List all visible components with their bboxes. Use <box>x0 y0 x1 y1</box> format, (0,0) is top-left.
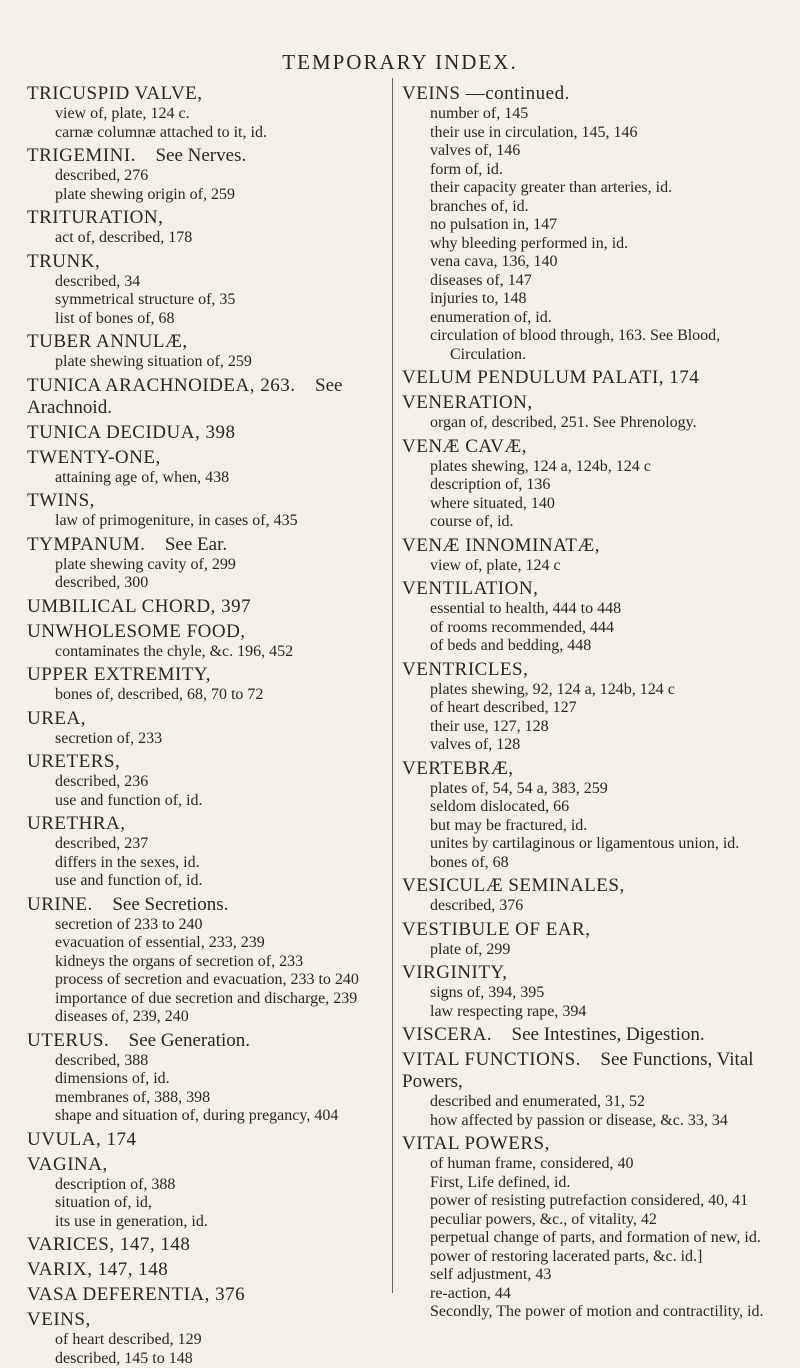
index-subentry: its use in generation, id. <box>27 1213 407 1232</box>
headword-text: VESICULÆ SEMINALES, <box>402 875 625 896</box>
page-header: TEMPORARY INDEX. <box>0 50 800 75</box>
index-entry <box>27 1284 407 1306</box>
index-entry <box>402 535 780 576</box>
index-subentry: process of secretion and evacuation, 233 to 240 <box>27 971 407 990</box>
headword-text: VISCERA. <box>402 1024 492 1045</box>
headword-text: UTERUS. <box>27 1030 109 1051</box>
index-subentry: shape and situation of, during pregancy, 404 <box>27 1107 407 1126</box>
index-subentry: their use in circulation, 145, 146 <box>402 124 780 143</box>
index-headword <box>402 392 780 414</box>
index-subentry: but may be fractured, id. <box>402 817 780 836</box>
index-headword <box>402 83 780 105</box>
index-subentry: seldom dislocated, 66 <box>402 798 780 817</box>
index-subentry: where situated, 140 <box>402 495 780 514</box>
index-subentry: circulation of blood through, 163. See Blood, Circulation. <box>402 327 780 364</box>
index-headword <box>402 758 780 780</box>
index-subentry: of heart described, 127 <box>402 699 780 718</box>
index-subentry: no pulsation in, 147 <box>402 216 780 235</box>
index-subentry: law of primogeniture, in cases of, 435 <box>27 512 407 531</box>
index-subentry: Secondly, The power of motion and contractility, id. <box>402 1303 780 1322</box>
index-headword <box>402 436 780 458</box>
index-entry <box>27 1154 407 1232</box>
headword-text: TUNICA DECIDUA, 398 <box>27 422 235 443</box>
index-entry <box>27 813 407 891</box>
index-headword <box>27 534 407 556</box>
cross-reference: See Functions, Vital Powers, <box>402 1049 754 1092</box>
index-subentry: described, 388 <box>27 1052 407 1071</box>
cross-reference: See Secretions. <box>112 894 228 915</box>
index-headword <box>27 621 407 643</box>
headword-text: VIRGINITY, <box>402 962 507 983</box>
headword-text: VEINS, <box>27 1309 91 1330</box>
index-subentry: course of, id. <box>402 513 780 532</box>
index-subentry: law respecting rape, 394 <box>402 1003 780 1022</box>
index-subentry: injuries to, 148 <box>402 290 780 309</box>
index-entry <box>27 596 407 618</box>
headword-text: VENÆ CAVÆ, <box>402 436 527 457</box>
index-subentry: diseases of, 239, 240 <box>27 1008 407 1027</box>
index-subentry: kidneys the organs of secretion of, 233 <box>27 953 407 972</box>
index-subentry: of rooms recommended, 444 <box>402 619 780 638</box>
index-headword <box>402 962 780 984</box>
index-subentry: carnæ columnæ attached to it, id. <box>27 124 407 143</box>
index-subentry: of human frame, considered, 40 <box>402 1155 780 1174</box>
index-entry <box>402 367 780 389</box>
index-subentry: act of, described, 178 <box>27 229 407 248</box>
index-headword <box>27 490 407 512</box>
index-headword <box>402 659 780 681</box>
index-subentry: list of bones of, 68 <box>27 310 407 329</box>
index-subentry: described, 276 <box>27 167 407 186</box>
index-entry <box>402 1024 780 1046</box>
index-subentry: re-action, 44 <box>402 1285 780 1304</box>
index-subentry: their use, 127, 128 <box>402 718 780 737</box>
index-subentry: view of, plate, 124 c. <box>27 105 407 124</box>
headword-text: TUBER ANNULÆ, <box>27 331 188 352</box>
index-entry <box>27 751 407 810</box>
index-subentry: of heart described, 129 <box>27 1331 407 1350</box>
index-subentry: attaining age of, when, 438 <box>27 469 407 488</box>
index-subentry: self adjustment, 43 <box>402 1266 780 1285</box>
index-subentry: description of, 388 <box>27 1176 407 1195</box>
index-entry <box>402 1133 780 1322</box>
index-headword <box>402 1049 780 1093</box>
index-subentry: peculiar powers, &c., of vitality, 42 <box>402 1211 780 1230</box>
headword-text: TRITURATION, <box>27 207 163 228</box>
index-subentry: vena cava, 136, 140 <box>402 253 780 272</box>
index-subentry: described and enumerated, 31, 52 <box>402 1093 780 1112</box>
index-headword <box>27 751 407 773</box>
index-entry <box>402 758 780 873</box>
index-subentry: view of, plate, 124 c <box>402 557 780 576</box>
headword-text: VESTIBULE OF EAR, <box>402 919 590 940</box>
index-subentry: diseases of, 147 <box>402 272 780 291</box>
index-subentry: bones of, 68 <box>402 854 780 873</box>
index-headword <box>27 596 407 618</box>
index-entry <box>402 436 780 532</box>
index-subentry: plates of, 54, 54 a, 383, 259 <box>402 780 780 799</box>
index-subentry: bones of, described, 68, 70 to 72 <box>27 686 407 705</box>
index-subentry: plate shewing situation of, 259 <box>27 353 407 372</box>
index-headword <box>27 1284 407 1306</box>
index-column-right <box>402 80 780 1322</box>
headword-text: VEINS —continued. <box>402 83 570 104</box>
index-headword <box>402 1133 780 1155</box>
headword-text: TRIGEMINI. <box>27 145 136 166</box>
index-subentry: secretion of, 233 <box>27 730 407 749</box>
index-entry <box>402 919 780 960</box>
index-headword <box>402 578 780 600</box>
index-subentry: description of, 136 <box>402 476 780 495</box>
headword-text: VITAL FUNCTIONS. <box>402 1049 581 1070</box>
headword-text: URINE. <box>27 894 93 915</box>
headword-text: VENERATION, <box>402 392 533 413</box>
index-entry <box>402 83 780 364</box>
index-headword <box>402 535 780 557</box>
index-column-left <box>27 80 407 1368</box>
index-headword <box>402 1024 780 1046</box>
index-subentry: dimensions of, id. <box>27 1070 407 1089</box>
index-entry <box>27 331 407 372</box>
index-entry <box>27 251 407 329</box>
headword-text: VARICES, 147, 148 <box>27 1234 190 1255</box>
index-subentry: plate shewing cavity of, 299 <box>27 556 407 575</box>
index-entry <box>402 875 780 916</box>
headword-text: URETERS, <box>27 751 120 772</box>
index-subentry: use and function of, id. <box>27 872 407 891</box>
index-entry <box>27 1030 407 1126</box>
index-subentry: how affected by passion or disease, &c. 33, 34 <box>402 1112 780 1131</box>
index-headword <box>27 447 407 469</box>
index-headword <box>27 331 407 353</box>
cross-reference: See Intestines, Digestion. <box>512 1024 705 1045</box>
index-headword <box>27 145 407 167</box>
headword-text: UVULA, 174 <box>27 1129 137 1150</box>
index-subentry: symmetrical structure of, 35 <box>27 291 407 310</box>
index-headword <box>402 919 780 941</box>
index-headword <box>27 1154 407 1176</box>
index-headword <box>27 375 407 419</box>
index-subentry: number of, 145 <box>402 105 780 124</box>
headword-text: VAGINA, <box>27 1154 108 1175</box>
index-subentry: perpetual change of parts, and formation of new, id. <box>402 1229 780 1248</box>
index-subentry: described, 376 <box>402 897 780 916</box>
index-entry <box>402 659 780 755</box>
index-entry <box>27 1259 407 1281</box>
headword-text: UNWHOLESOME FOOD, <box>27 621 246 642</box>
index-headword <box>27 83 407 105</box>
headword-text: TYMPANUM. <box>27 534 145 555</box>
index-subentry: their capacity greater than arteries, id. <box>402 179 780 198</box>
index-entry <box>27 1129 407 1151</box>
index-subentry: described, 300 <box>27 574 407 593</box>
index-entry <box>402 1049 780 1130</box>
index-entry <box>27 447 407 488</box>
index-entry <box>27 708 407 749</box>
headword-text: UREA, <box>27 708 86 729</box>
cross-reference: See Ear. <box>165 534 227 555</box>
headword-text: UMBILICAL CHORD, 397 <box>27 596 251 617</box>
index-subentry: situation of, id, <box>27 1194 407 1213</box>
index-entry <box>27 534 407 593</box>
index-headword <box>27 1309 407 1331</box>
index-subentry: differs in the sexes, id. <box>27 854 407 873</box>
cross-reference: See Generation. <box>129 1030 250 1051</box>
index-subentry: membranes of, 388, 398 <box>27 1089 407 1108</box>
index-subentry: of beds and bedding, 448 <box>402 637 780 656</box>
index-headword <box>27 1259 407 1281</box>
headword-text: VENTILATION, <box>402 578 538 599</box>
index-subentry: unites by cartilaginous or ligamentous union, id. <box>402 835 780 854</box>
index-subentry: signs of, 394, 395 <box>402 984 780 1003</box>
index-subentry: organ of, described, 251. See Phrenology. <box>402 414 780 433</box>
index-headword <box>402 875 780 897</box>
headword-text: VITAL POWERS, <box>402 1133 550 1154</box>
cross-reference: See Nerves. <box>155 145 246 166</box>
index-entry <box>27 145 407 204</box>
headword-text: VENÆ INNOMINATÆ, <box>402 535 600 556</box>
index-headword <box>27 422 407 444</box>
headword-text: UPPER EXTREMITY, <box>27 664 211 685</box>
index-headword <box>27 708 407 730</box>
index-entry <box>27 1234 407 1256</box>
index-entry <box>27 621 407 662</box>
headword-text: TRICUSPID VALVE, <box>27 83 203 104</box>
index-headword <box>27 1030 407 1052</box>
headword-text: TUNICA ARACHNOIDEA, 263. <box>27 375 296 396</box>
index-entry <box>27 422 407 444</box>
index-entry <box>402 962 780 1021</box>
index-headword <box>27 894 407 916</box>
index-subentry: described, 236 <box>27 773 407 792</box>
index-headword <box>27 664 407 686</box>
index-subentry: described, 237 <box>27 835 407 854</box>
index-subentry: secretion of 233 to 240 <box>27 916 407 935</box>
index-subentry: plates shewing, 124 a, 124b, 124 c <box>402 458 780 477</box>
headword-text: TRUNK, <box>27 251 100 272</box>
column-divider <box>392 78 393 1293</box>
index-headword <box>27 207 407 229</box>
index-subentry: use and function of, id. <box>27 792 407 811</box>
headword-text: VERTEBRÆ, <box>402 758 514 779</box>
index-subentry: contaminates the chyle, &c. 196, 452 <box>27 643 407 662</box>
index-subentry: importance of due secretion and discharge, 239 <box>27 990 407 1009</box>
index-subentry: described, 34 <box>27 273 407 292</box>
index-entry <box>27 83 407 142</box>
index-headword <box>27 1129 407 1151</box>
index-entry <box>27 490 407 531</box>
index-subentry: form of, id. <box>402 161 780 180</box>
index-entry <box>27 664 407 705</box>
index-headword <box>402 367 780 389</box>
index-entry <box>27 894 407 1027</box>
index-entry <box>27 207 407 248</box>
index-headword <box>27 1234 407 1256</box>
index-subentry: enumeration of, id. <box>402 309 780 328</box>
index-subentry: plate of, 299 <box>402 941 780 960</box>
index-subentry: plate shewing origin of, 259 <box>27 186 407 205</box>
index-subentry: power of restoring lacerated parts, &c. id.] <box>402 1248 780 1267</box>
headword-text: TWENTY-ONE, <box>27 447 161 468</box>
index-headword <box>27 813 407 835</box>
index-subentry: valves of, 128 <box>402 736 780 755</box>
headword-text: VASA DEFERENTIA, 376 <box>27 1284 245 1305</box>
index-headword <box>27 251 407 273</box>
headword-text: VENTRICLES, <box>402 659 528 680</box>
index-subentry: power of resisting putrefaction considered, 40, 41 <box>402 1192 780 1211</box>
headword-text: TWINS, <box>27 490 95 511</box>
headword-text: VARIX, 147, 148 <box>27 1259 168 1280</box>
index-subentry: plates shewing, 92, 124 a, 124b, 124 c <box>402 681 780 700</box>
index-entry <box>402 392 780 433</box>
index-subentry: branches of, id. <box>402 198 780 217</box>
index-entry <box>27 375 407 419</box>
cross-reference: See Arachnoid. <box>27 375 342 418</box>
index-subentry: First, Life defined, id. <box>402 1174 780 1193</box>
index-subentry: essential to health, 444 to 448 <box>402 600 780 619</box>
index-subentry: why bleeding performed in, id. <box>402 235 780 254</box>
index-subentry: described, 145 to 148 <box>27 1350 407 1368</box>
index-entry <box>402 578 780 656</box>
index-subentry: evacuation of essential, 233, 239 <box>27 934 407 953</box>
headword-text: VELUM PENDULUM PALATI, 174 <box>402 367 699 388</box>
headword-text: URETHRA, <box>27 813 125 834</box>
index-subentry: valves of, 146 <box>402 142 780 161</box>
